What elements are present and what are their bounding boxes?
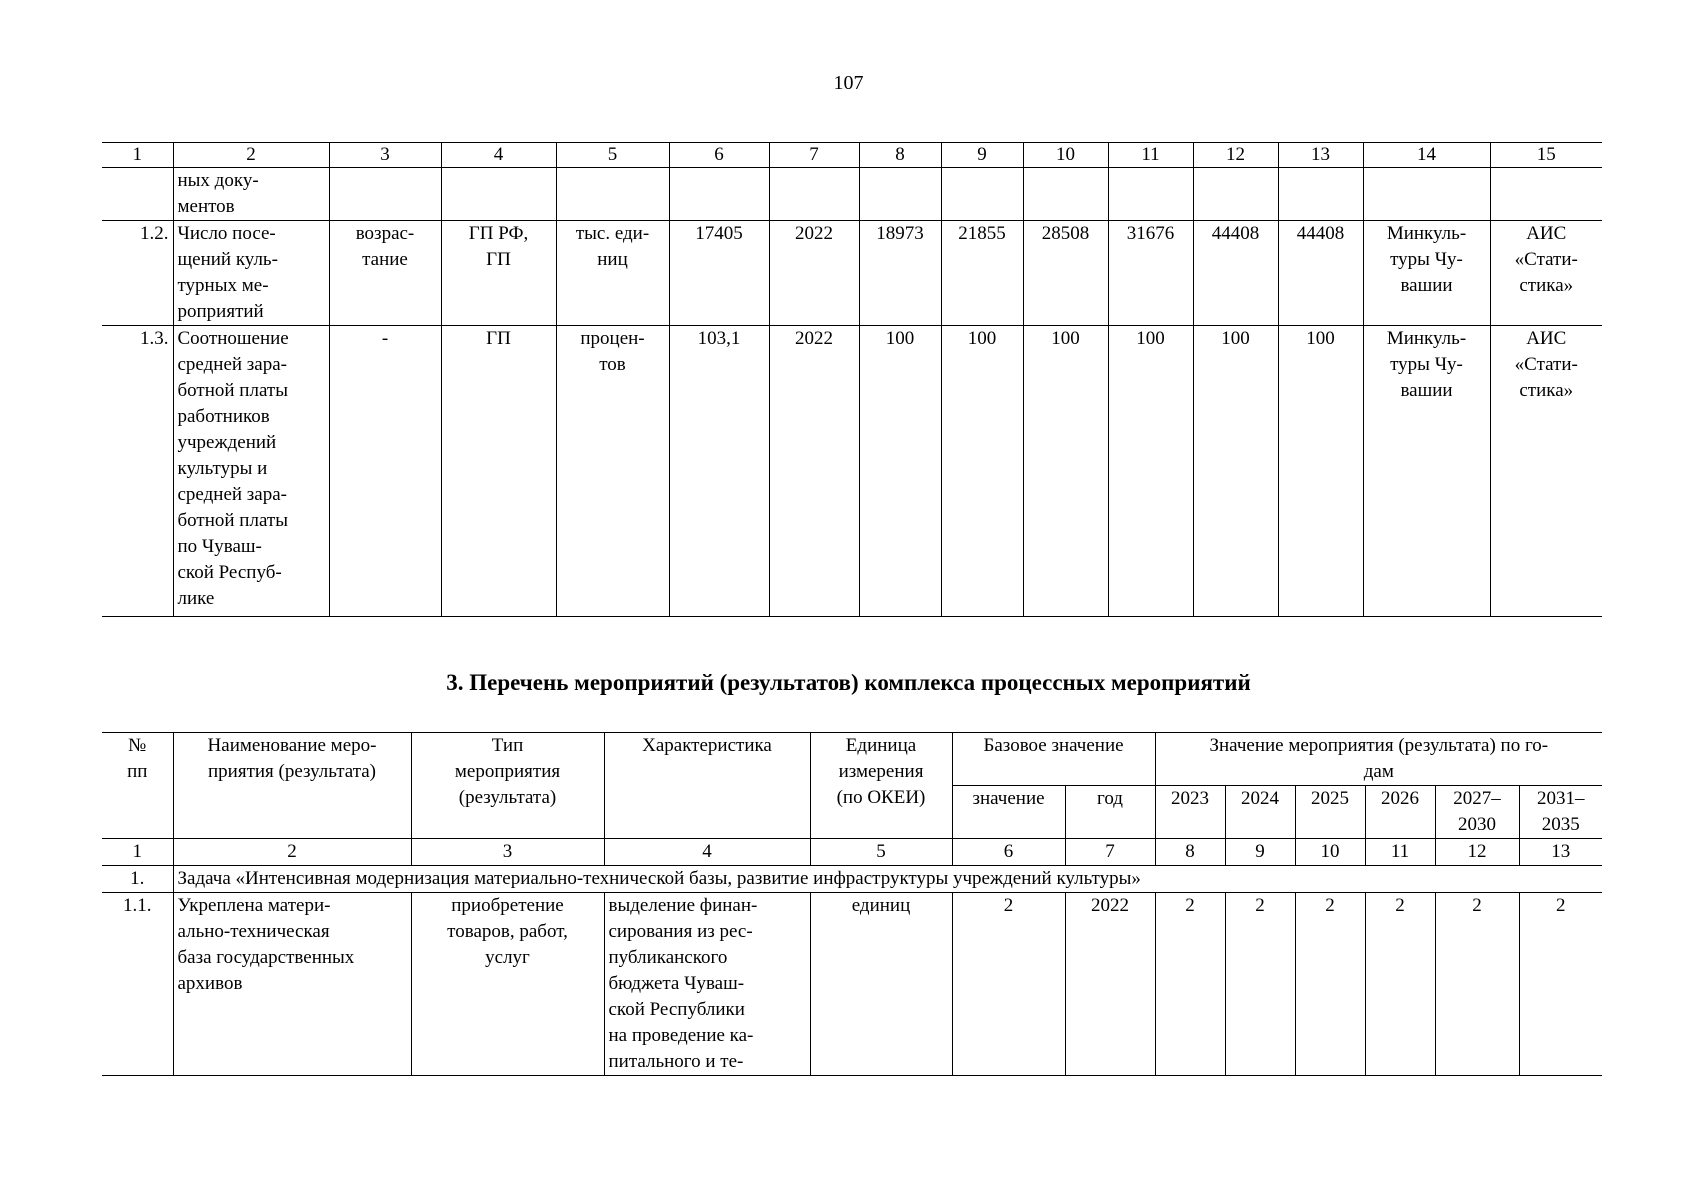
row-unit: единиц — [810, 893, 952, 1076]
table-cell — [669, 168, 769, 221]
table-cell: тыс. еди- ниц — [556, 221, 669, 326]
task-text: Задача «Интенсивная модернизация материально-технической базы, развитие инфраструктуры учреждений культуры» — [173, 866, 1602, 893]
activities-table — [102, 732, 1602, 1076]
table-row — [102, 221, 1602, 326]
column-number: 4 — [441, 143, 556, 168]
row-characteristic: выделение финан- сирования из рес- публиканского бюджета Чуваш- ской Республики на проведение ка- питального и те- — [604, 893, 810, 1076]
column-number: 12 — [1435, 839, 1519, 866]
column-number: 12 — [1193, 143, 1278, 168]
table-cell: 100 — [1278, 326, 1363, 617]
row-num: 1.1. — [102, 893, 173, 1076]
header-year-2025: 2025 — [1295, 786, 1365, 839]
column-number: 15 — [1490, 143, 1602, 168]
column-number: 6 — [669, 143, 769, 168]
table-cell — [1023, 168, 1108, 221]
column-number: 3 — [411, 839, 604, 866]
table-cell — [941, 168, 1023, 221]
table-cell: 2022 — [769, 326, 859, 617]
table-cell: ГП — [441, 326, 556, 617]
table-cell: 103,1 — [669, 326, 769, 617]
table-cell: АИС «Стати- стика» — [1490, 221, 1602, 326]
table-cell — [859, 168, 941, 221]
column-number: 5 — [810, 839, 952, 866]
row-value: 2 — [952, 893, 1065, 1076]
column-number: 13 — [1519, 839, 1602, 866]
header-unit: Единица измерения (по ОКЕИ) — [810, 733, 952, 839]
table-cell: 100 — [1193, 326, 1278, 617]
header-characteristic: Характеристика — [604, 733, 810, 839]
column-number: 3 — [329, 143, 441, 168]
column-number: 9 — [1225, 839, 1295, 866]
table-cell — [329, 168, 441, 221]
column-number: 10 — [1295, 839, 1365, 866]
column-number: 6 — [952, 839, 1065, 866]
table-cell: Минкуль- туры Чу- вашии — [1363, 221, 1490, 326]
row-value-2025: 2 — [1295, 893, 1365, 1076]
column-number: 2 — [173, 839, 411, 866]
header-base-value: Базовое значение — [952, 733, 1155, 786]
table-cell: ГП РФ, ГП — [441, 221, 556, 326]
table-cell: 44408 — [1193, 221, 1278, 326]
header-type: Тип мероприятия (результата) — [411, 733, 604, 839]
column-number: 2 — [173, 143, 329, 168]
section-title: 3. Перечень мероприятий (результатов) комплекса процессных мероприятий — [446, 670, 1251, 695]
page-number: 107 — [833, 72, 864, 94]
task-num: 1. — [102, 866, 173, 893]
column-number: 7 — [769, 143, 859, 168]
table-cell: - — [329, 326, 441, 617]
table-cell — [769, 168, 859, 221]
indicators-table — [102, 142, 1602, 617]
table-cell: 18973 — [859, 221, 941, 326]
column-number: 14 — [1363, 143, 1490, 168]
column-number: 1 — [102, 839, 173, 866]
column-number: 8 — [1155, 839, 1225, 866]
column-number: 7 — [1065, 839, 1155, 866]
table-cell: 100 — [941, 326, 1023, 617]
row-value-2031-2035: 2 — [1519, 893, 1602, 1076]
header-value: значение — [952, 786, 1065, 839]
table-cell: 28508 — [1023, 221, 1108, 326]
table-cell: АИС «Стати- стика» — [1490, 326, 1602, 617]
header-year-2031-2035: 2031– 2035 — [1519, 786, 1602, 839]
column-number: 4 — [604, 839, 810, 866]
column-number: 9 — [941, 143, 1023, 168]
table-cell: 1.2. — [102, 221, 173, 326]
table-cell: 100 — [1108, 326, 1193, 617]
table-cell: Соотношение средней зара- ботной платы работников учреждений культуры и средней зара- ботной платы по Чуваш- ской Респуб- лике — [173, 326, 329, 617]
table-cell: ных доку- ментов — [173, 168, 329, 221]
table-cell — [102, 168, 173, 221]
table-cell: 2022 — [769, 221, 859, 326]
column-number: 1 — [102, 143, 173, 168]
table-cell: Число посе- щений куль- турных ме- роприятий — [173, 221, 329, 326]
header-year-2027-2030: 2027– 2030 — [1435, 786, 1519, 839]
table-cell: Минкуль- туры Чу- вашии — [1363, 326, 1490, 617]
header-year-2023: 2023 — [1155, 786, 1225, 839]
table-cell — [556, 168, 669, 221]
table-cell — [1193, 168, 1278, 221]
column-number: 11 — [1365, 839, 1435, 866]
header-year: год — [1065, 786, 1155, 839]
table-cell: 21855 — [941, 221, 1023, 326]
table-cell: 100 — [859, 326, 941, 617]
header-year-2026: 2026 — [1365, 786, 1435, 839]
table-cell — [1490, 168, 1602, 221]
table-cell: 17405 — [669, 221, 769, 326]
table-cell — [1363, 168, 1490, 221]
row-type: приобретение товаров, работ, услуг — [411, 893, 604, 1076]
row-value-2024: 2 — [1225, 893, 1295, 1076]
table-cell: 100 — [1023, 326, 1108, 617]
table-cell: процен- тов — [556, 326, 669, 617]
row-value-2026: 2 — [1365, 893, 1435, 1076]
table-cell — [441, 168, 556, 221]
table-cell: 1.3. — [102, 326, 173, 617]
row-year: 2022 — [1065, 893, 1155, 1076]
header-name: Наименование меро- приятия (результата) — [173, 733, 411, 839]
column-number: 11 — [1108, 143, 1193, 168]
row-name: Укреплена матери- ально-техническая база государственных архивов — [173, 893, 411, 1076]
row-value-2023: 2 — [1155, 893, 1225, 1076]
header-year-2024: 2024 — [1225, 786, 1295, 839]
column-number: 13 — [1278, 143, 1363, 168]
header-by-years: Значение мероприятия (результата) по го- дам — [1155, 733, 1602, 786]
column-number: 5 — [556, 143, 669, 168]
table-cell — [1108, 168, 1193, 221]
table-cell: 31676 — [1108, 221, 1193, 326]
column-number: 10 — [1023, 143, 1108, 168]
column-number: 8 — [859, 143, 941, 168]
table-cell: 44408 — [1278, 221, 1363, 326]
table-row — [102, 168, 1602, 221]
table-cell — [1278, 168, 1363, 221]
row-value-2027-2030: 2 — [1435, 893, 1519, 1076]
header-num: № пп — [102, 733, 173, 839]
table-cell: возрас- тание — [329, 221, 441, 326]
table-row — [102, 326, 1602, 617]
